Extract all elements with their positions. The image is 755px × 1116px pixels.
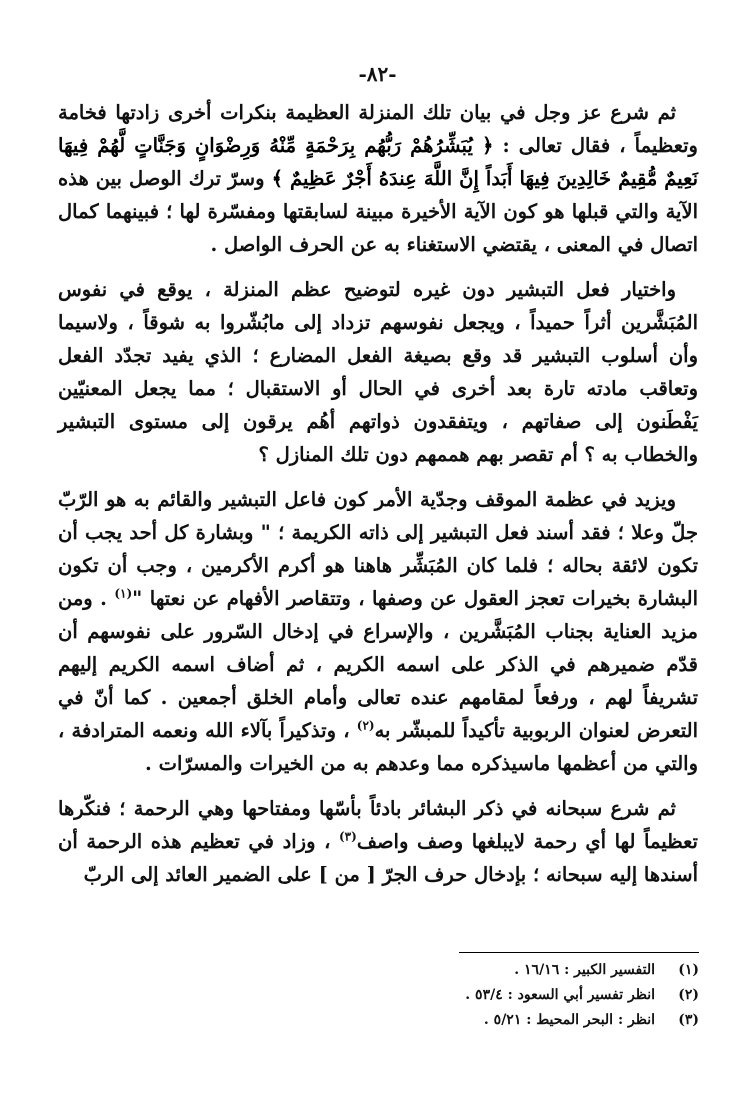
paragraph-4 (58, 792, 698, 891)
quran-verse: ﴿ يُبَشِّرُهُمْ رَبُّهُم بِرَحْمَةٍ مِّنْهُ وَرِضْوَانٍ وَجَنَّاتٍ لَّهُمْ فِيهَا نَعِيمٌ مُّقِيمٌ خَالِدِينَ فِيهَا أَبَداً إِنَّ اللَّهَ عِندَهُ أَجْرٌ عَظِيمٌ ﴾ (58, 134, 698, 190)
paragraph-3 (58, 483, 698, 780)
paragraph-2: واختيار فعل التبشير دون غيره لتوضيح عظم المنزلة ، يوقع في نفوس المُبَشَّرين أثراً حميداً ، ويجعل نفوسهم تزداد إلى مابُشّروا به شوقاً ، ولاسيما وأن أسلوب التبشير قد وقع بصيغة الفعل المضارع ؛ الذي يفيد تجدّد الفعل وتعاقب مادته تارة بعد أخرى في الحال أو الاستقبال ؛ مما يجعل المعنيّين يَفْطَنون إلى صفاتهم ، ويتفقدون ذواتهم أهُم يرقون إلى مستوى التبشير والخطاب به ؟ أم تقصر بهم هممهم دون تلك المنازل ؟ (58, 278, 698, 466)
paragraph-4-before: ثم شرع سبحانه في ذكر البشائر بادئاً بأسّها ومفتاحها وهي الرحمة ؛ فنكّرها تعظيماً لها أي رحمة لايبلغها وصف واصف (58, 797, 698, 853)
footnote-number: (٢) (678, 987, 699, 1003)
footnote-number: (١) (678, 962, 699, 978)
footnote-ref-3: (٣) (338, 829, 357, 844)
footnote-1 (279, 958, 699, 983)
footnote-3 (279, 1008, 699, 1033)
footnote-ref-2: (٢) (356, 718, 375, 733)
paragraph-3-middle: . ومن مزيد العناية بجناب المُبَشَّرين ، والإسراع في إدخال السّرور على نفوسهم أن قدّم ضميرهم في الذكر على اسمه الكريم ، ثم أضاف اسمه الكريم إليهم تشريفاً لهم ، ورفعاً لمقامهم عنده تعالى وأمام الخلق أجمعين . كما أنّ في التعرض لعنوان الربوبية تأكيداً للمبشّر به (58, 587, 698, 742)
paragraph-1-before: ثم شرع عز وجل في بيان تلك المنزلة العظيمة بنكرات أخرى زادتها فخامة وتعظيماً ، فقال تعالى : (58, 101, 698, 157)
paragraph-3-before: ويزيد في عظمة الموقف وجدّية الأمر كون فاعل التبشير والقائم به هو الرّبّ جلّ وعلا ؛ فقد أسند فعل التبشير إلى ذاته الكريمة ؛ " وبشارة كل أحد يجب أن تكون لائقة بحاله ؛ فلما كان المُبَشِّر هاهنا هو أكرم الأكرمين ، وجب أن تكون البشارة بخيرات تعجز العقول عن وصفها ، وتتقاصر الأفهام عن نعتها " (58, 488, 699, 610)
paragraph-3-after: ، وتذكيراً بآلاء الله ونعمه المترادفة ، والتي من أعظمها ماسيذكره مما وعدهم به من الخيرات والمسرّات . (58, 719, 698, 775)
footnote-2 (279, 983, 699, 1008)
footnote-number: (٣) (678, 1012, 699, 1028)
paragraph-1-after: وسرّ ترك الوصل بين هذه الآية والتي قبلها هو كون الآية الأخيرة مبينة لسابقتها ومفسّرة لها ؛ فبينهما كمال اتصال في المعنى ، يقتضي الاستغناء به عن الحرف الواصل . (58, 167, 698, 256)
footnotes (279, 958, 699, 1033)
body-text (58, 96, 698, 903)
paragraph-1 (58, 96, 698, 261)
footnote-text: التفسير الكبير : ١٦/١٦ . (514, 962, 655, 978)
footnote-ref-1: (١) (114, 586, 133, 601)
footnote-divider (459, 952, 699, 953)
page-number: -٨٢- (358, 62, 397, 86)
footnote-text: انظر : البحر المحيط : ٥/٢١ . (483, 1012, 655, 1028)
footnote-text: انظر تفسير أبي السعود : ٥٣/٤ . (465, 987, 655, 1003)
paragraph-4-after: ، وزاد في تعظيم هذه الرحمة أن أسندها إليه سبحانه ؛ بإدخال حرف الجرّ [ من ] على الضمير العائد إلى الربّ (58, 830, 698, 886)
